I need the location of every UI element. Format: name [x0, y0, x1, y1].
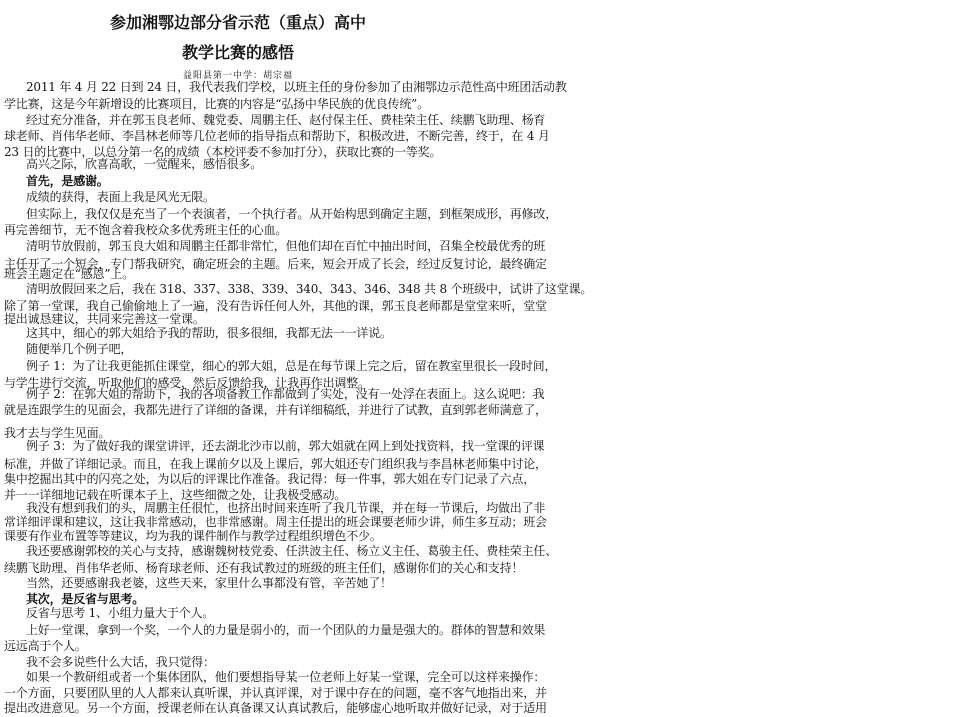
paragraph-line: 例子 3：为了做好我的课堂讲评，还去湖北沙市以前，郭大姐就在网上到处找资料，找一堂课的评课 [26, 439, 545, 453]
paragraph-line: 除了第一堂课，我自己偷偷地上了一遍，没有告诉任何人外，其他的课，郭玉良老师都是堂堂来听，堂堂 [4, 299, 547, 313]
paragraph-line: 我还要感谢郭校的关心与支持，感谢魏树枝党委、任洪波主任、杨立义主任、葛骏主任、费桂荣主任、 [26, 544, 558, 558]
title-line-1: 参加湘鄂边部分省示范（重点）高中 [109, 13, 366, 32]
paragraph-line: 提出诚恳建议，共同来完善这一堂课。 [4, 312, 205, 326]
paragraph-line: 上好一堂课，拿到一个奖，一个人的力量是弱小的，而一个团队的力量是强大的。群体的智慧和效果 [26, 623, 546, 637]
paragraph-line: 高兴之际，欣喜高歌，一觉醒来，感悟很多。 [26, 157, 263, 171]
paragraph-line: 当然，还要感谢我老婆，这些天来，家里什么事都没有管，辛苦她了！ [26, 576, 392, 590]
paragraph-line: 我才去与学生见面。 [4, 426, 111, 440]
section-heading: 首先，是感谢。 [26, 174, 109, 188]
paragraph-line: 如果一个教研组或者一个集体团队，他们要想指导某一位老师上好某一堂课，完全可以这样来操作： [26, 670, 546, 684]
paragraph-line: 主任开了一个短会，专门帮我研究，确定班会的主题。后来，短会开成了长会，经过反复讨论，最终确定 [4, 257, 547, 271]
paragraph-line: 我不会多说些什么大话，我只觉得： [26, 655, 215, 669]
section-heading: 其次，是反省与思考。 [26, 592, 145, 606]
paragraph-line: 与学生进行交流，听取他们的感受，然后反馈给我，让我再作出调整。 [4, 376, 370, 390]
paragraph-line: 23 日的比赛中，以总分第一名的成绩（本校评委不参加打分），获取比赛的一等奖。 [4, 145, 442, 159]
paragraph-line: 成绩的获得，表面上我是风光无限。 [26, 190, 215, 204]
paragraph-line: 球老师、肖伟华老师、李昌林老师等几位老师的指导指点和帮助下，积极改进，不断完善，终于，在 4 月 [4, 129, 550, 143]
paragraph-line: 但实际上，我仅仅是充当了一个表演者，一个执行者。从开始构思到确定主题，到框架成形，再修改， [26, 207, 558, 221]
paragraph-line: 提出改进意见。另一个方面，授课老师在认真备课又认真试教后，能够虚心地听取并做好记录，对于适用 [4, 701, 547, 715]
paragraph-line: 就是连跟学生的见面会，我都先进行了详细的备课，并有详细稿纸，并进行了试教，直到郭老师满意了， [4, 403, 547, 417]
paragraph-line: 远远高于个人。 [4, 639, 87, 653]
paragraph-line: 清明节放假前，郭玉良大姐和周鹏主任都非常忙，但他们却在百忙中抽出时间，召集全校最优秀的班 [26, 239, 546, 253]
paragraph-line: 并一一详细地记载在听课本子上，这些细微之处，让我极受感动。 [4, 488, 347, 502]
paragraph-line: 例子 1：为了让我更能抓住课堂，细心的郭大姐，总是在每节课上完之后，留在教室里很长一段时间， [26, 359, 557, 373]
paragraph-line: 学比赛，这是今年新增设的比赛项目，比赛的内容是“弘扬中华民族的优良传统”。 [4, 97, 429, 111]
paragraph-line: 续鹏飞助理、肖伟华老师、杨育球老师、还有我试教过的班级的班主任们，感谢你们的关心和支持！ [4, 561, 524, 575]
paragraph-line: 这其中，细心的郭大姐给予我的帮助，很多很细，我都无法一一详说。 [26, 326, 392, 340]
paragraph-line: 经过充分准备，并在郭玉良老师、魏党委、周鹏主任、赵付保主任、费桂荣主任、续鹏飞助理、杨育 [26, 113, 546, 127]
paragraph-line: 清明放假回来之后，我在 318、337、338、339、340、343、346、348 共 8 个班级中，试讲了这堂课。 [26, 282, 593, 296]
paragraph-line: 再完善细节，无不饱含着我校众多优秀班主任的心血。 [4, 223, 288, 237]
paragraph-line: 2011 年 4 月 22 日到 24 日，我代表我们学校，以班主任的身份参加了由湘鄂边示范性高中班团活动教 [26, 80, 567, 94]
paragraph-line: 常详细评课和建议，这让我非常感动，也非常感谢。周主任提出的班会课要老师少讲，师生多互动；班会 [4, 515, 547, 529]
paragraph-line: 集中挖掘出其中的闪亮之处，为以后的评课比作准备。我记得：每一件事，郭大姐在专门记录了六点， [4, 472, 536, 486]
paragraph-line: 反省与思考 1、小组力量大于个人。 [26, 606, 215, 620]
paragraph-line: 一个方面，只要团队里的人人都来认真听课，并认真评课，对于课中存在的问题，毫不客气地指出来，并 [4, 686, 547, 700]
author-line: 益阳县第一中学：胡宗福 [182, 71, 293, 81]
paragraph-line: 随便举几个例子吧， [26, 342, 133, 356]
title-line-2: 教学比赛的感悟 [181, 43, 294, 62]
paragraph-line: 标准，并做了详细记录。而且，在我上课前夕以及上课后，郭大姐还专门组织我与李昌林老师集中讨论， [4, 457, 547, 471]
paragraph-line: 我没有想到我们的头，周鹏主任很忙，也挤出时间来连听了我几节课，并在每一节课后，均做出了非 [26, 501, 546, 515]
paragraph-line: 课要有作业布置等等建议，均为我的课件制作与教学过程组织增色不少。 [4, 529, 382, 543]
paragraph-line: 例子 2：在郭大姐的帮助下，我的各项备教工作都做到了实处，没有一处浮在表面上。这么说吧：我 [26, 387, 545, 401]
paragraph-line: 班会主题定在“感恩”上。 [4, 267, 134, 281]
